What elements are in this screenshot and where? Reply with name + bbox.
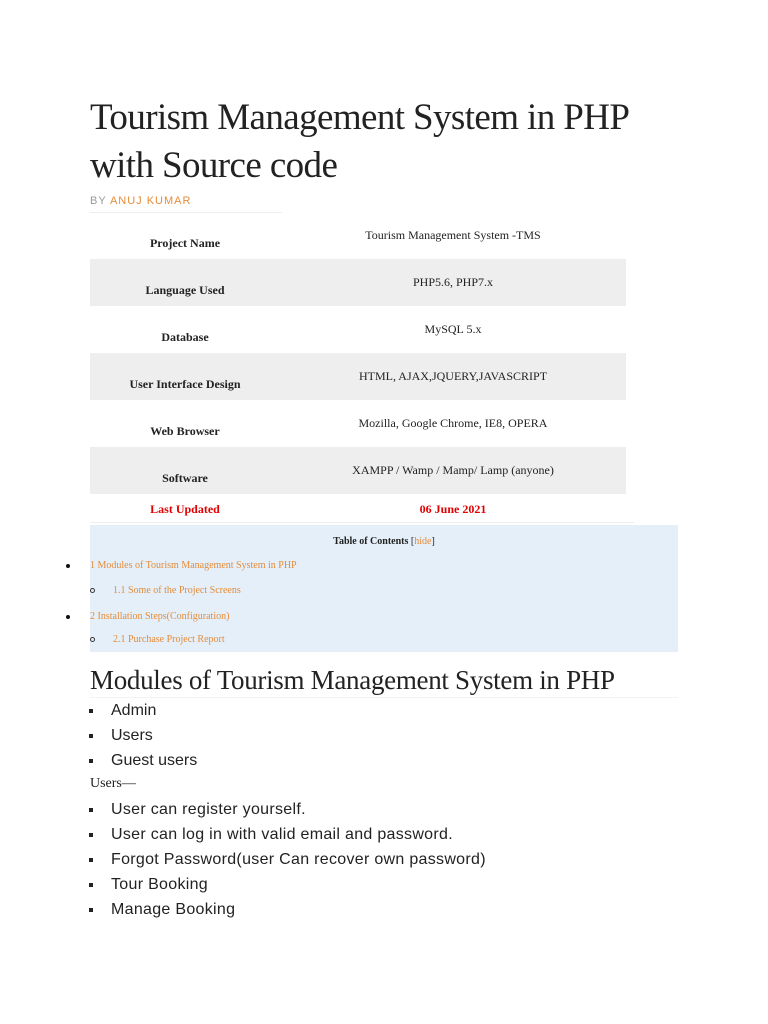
list-item-text: Manage Booking: [111, 901, 236, 918]
list-item-text: User can log in with valid email and password.: [111, 826, 453, 843]
divider: [90, 522, 634, 523]
list-item: [0, 897, 486, 922]
article-title: Tourism Management System in PHP with Source code: [90, 97, 628, 186]
spec-row-web-browser: [90, 400, 626, 447]
toc-bracket-close: ]: [431, 536, 435, 547]
toc-title-text: Table of Contents: [333, 536, 409, 547]
modules-heading: Modules of Tourism Management System in PHP: [90, 665, 615, 695]
square-bullet-icon: [89, 858, 93, 862]
byline-prefix: BY: [90, 195, 107, 207]
spec-value: HTML, AJAX,JQUERY,JAVASCRIPT: [358, 369, 548, 383]
spec-row-language: [90, 259, 626, 306]
square-bullet-icon: [89, 883, 93, 887]
list-item: [0, 872, 486, 897]
user-features-list: [0, 797, 486, 922]
last-updated-row: [90, 500, 626, 520]
spec-value: Tourism Management System -TMS: [365, 228, 541, 242]
circle-bullet-icon: [90, 588, 95, 593]
list-item-text: Forgot Password(user Can recover own password): [111, 851, 486, 868]
spec-key: Web Browser: [150, 424, 220, 438]
toc-link-project-screens[interactable]: 1.1 Some of the Project Screens: [113, 585, 241, 596]
list-item: [0, 822, 486, 847]
modules-list: [0, 698, 197, 773]
toc-link-installation[interactable]: 2 Installation Steps(Configuration): [90, 611, 230, 622]
spec-row-software: [90, 447, 626, 494]
author-link[interactable]: ANUJ KUMAR: [109, 195, 192, 207]
list-item-text: Admin: [111, 702, 157, 719]
last-updated-date: 06 June 2021: [419, 502, 487, 516]
list-item: [0, 698, 197, 723]
toc-hide-toggle[interactable]: hide: [414, 536, 432, 547]
spec-key: Database: [161, 330, 209, 344]
bullet-icon: [66, 615, 70, 619]
project-spec-table: [90, 212, 626, 494]
bullet-icon: [66, 564, 70, 568]
toc-link-modules[interactable]: 1 Modules of Tourism Management System in PHP: [90, 560, 297, 571]
list-item: [0, 748, 197, 773]
square-bullet-icon: [89, 709, 93, 713]
square-bullet-icon: [89, 833, 93, 837]
spec-key: Language Used: [145, 283, 225, 297]
spec-key: User Interface Design: [129, 377, 241, 391]
toc-bracket-open: [: [410, 536, 415, 547]
spec-key: Software: [162, 471, 208, 485]
list-item-text: Users: [111, 727, 153, 744]
spec-value: Mozilla, Google Chrome, IE8, OPERA: [358, 416, 548, 430]
spec-row-project-name: [90, 212, 626, 259]
spec-value: MySQL 5.x: [424, 322, 482, 336]
list-item-text: User can register yourself.: [111, 801, 306, 818]
square-bullet-icon: [89, 759, 93, 763]
last-updated-label: Last Updated: [150, 502, 220, 516]
list-item: [0, 797, 486, 822]
list-item-text: Tour Booking: [111, 876, 208, 893]
square-bullet-icon: [89, 808, 93, 812]
spec-value: XAMPP / Wamp / Mamp/ Lamp (anyone): [352, 463, 554, 477]
byline: [90, 195, 282, 213]
toc-link-purchase-report[interactable]: 2.1 Purchase Project Report: [113, 634, 225, 645]
spec-value: PHP5.6, PHP7.x: [412, 275, 494, 289]
square-bullet-icon: [89, 734, 93, 738]
square-bullet-icon: [89, 908, 93, 912]
toc-title: [90, 536, 678, 547]
list-item: [0, 847, 486, 872]
spec-key: Project Name: [149, 236, 221, 250]
list-item: [0, 723, 197, 748]
spec-row-ui-design: [90, 353, 626, 400]
list-item-text: Guest users: [111, 752, 198, 769]
circle-bullet-icon: [90, 637, 95, 642]
users-label: Users—: [90, 776, 136, 791]
spec-row-database: [90, 306, 626, 353]
